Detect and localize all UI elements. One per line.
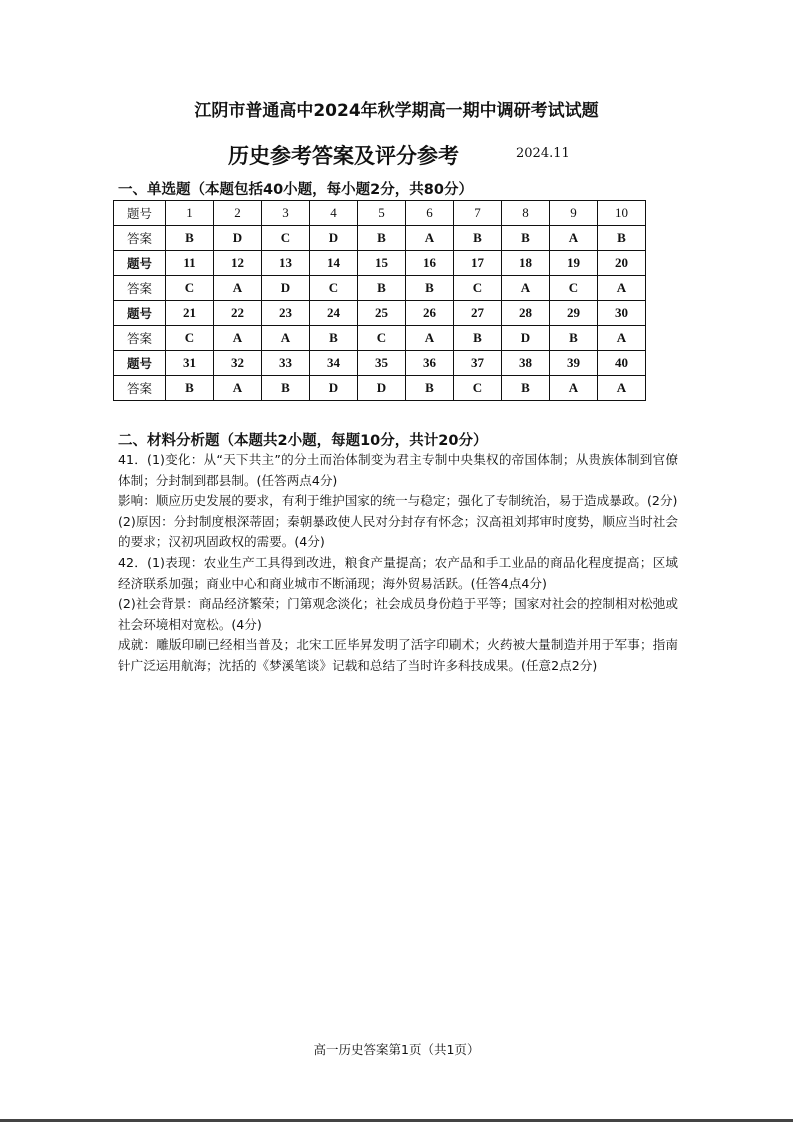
analysis-answers [118, 450, 678, 677]
q42-part2-background: (2)社会背景：商品经济繁荣；门第观念淡化；社会成员身份趋于平等；国家对社会的控制相对松弛或社会环境相对宽松。(4分) [118, 596, 678, 632]
answer-cell: D [262, 276, 310, 301]
answer-cell: B [358, 226, 406, 251]
question-number-cell: 31 [166, 351, 214, 376]
row-label-answer: 答案 [114, 276, 166, 301]
answer-cell: A [406, 226, 454, 251]
question-number-cell: 33 [262, 351, 310, 376]
row-label-number: 题号 [114, 351, 166, 376]
answer-row [114, 376, 646, 401]
q42-part1-performance: 42．(1)表现：农业生产工具得到改进，粮食产量提高；农产品和手工业品的商品化程度提高；区域经济联系加强；商业中心和商业城市不断涌现；海外贸易活跃。(任答4点4分) [118, 554, 678, 591]
answer-cell: A [598, 276, 646, 301]
q41-part1-change: 41．(1)变化：从“天下共主”的分土而治体制变为君主专制中央集权的帝国体制；从贵族体制到官僚体制；分封制到郡县制。(任答两点4分) [118, 452, 678, 488]
question-number-cell: 13 [262, 251, 310, 276]
question-number-cell: 5 [358, 201, 406, 226]
question-number-row [114, 201, 646, 226]
question-number-cell: 21 [166, 301, 214, 326]
row-label-answer: 答案 [114, 326, 166, 351]
question-number-cell: 2 [214, 201, 262, 226]
answer-cell: C [166, 276, 214, 301]
answer-cell: A [406, 326, 454, 351]
question-number-cell: 24 [310, 301, 358, 326]
question-number-cell: 34 [310, 351, 358, 376]
question-number-cell: 23 [262, 301, 310, 326]
question-number-cell: 32 [214, 351, 262, 376]
answer-cell: A [214, 276, 262, 301]
answer-cell: B [502, 226, 550, 251]
q41-part2-reason: (2)原因：分封制度根深蒂固；秦朝暴政使人民对分封存有怀念；汉高祖刘邦审时度势，顺应当时社会的要求；汉初巩固政权的需要。(4分) [118, 513, 678, 550]
question-number-row [114, 251, 646, 276]
answer-cell: C [166, 326, 214, 351]
answer-cell: B [406, 376, 454, 401]
answer-cell: A [214, 326, 262, 351]
question-number-cell: 7 [454, 201, 502, 226]
answer-cell: B [454, 326, 502, 351]
answer-cell: D [214, 226, 262, 251]
answer-cell: D [358, 376, 406, 401]
section2-heading: 二、材料分析题（本题共2小题，每题10分，共计20分） [118, 433, 488, 449]
question-number-cell: 20 [598, 251, 646, 276]
answer-cell: C [310, 276, 358, 301]
question-number-cell: 1 [166, 201, 214, 226]
question-number-cell: 15 [358, 251, 406, 276]
answer-cell: A [598, 326, 646, 351]
answer-cell: B [550, 326, 598, 351]
question-number-cell: 10 [598, 201, 646, 226]
answer-cell: B [598, 226, 646, 251]
row-label-number: 题号 [114, 251, 166, 276]
answer-cell: D [310, 226, 358, 251]
answer-cell: B [454, 226, 502, 251]
answer-cell: C [454, 376, 502, 401]
q42-part2-achievements: 成就：雕版印刷已经相当普及；北宋工匠毕昇发明了活字印刷术；火药被大量制造并用于军事；指南针广泛运用航海；沈括的《梦溪笔谈》记载和总结了当时许多科技成果。(任意2点2分) [118, 637, 678, 673]
answer-cell: C [262, 226, 310, 251]
question-number-cell: 26 [406, 301, 454, 326]
question-number-cell: 40 [598, 351, 646, 376]
question-number-cell: 30 [598, 301, 646, 326]
answer-cell: D [502, 326, 550, 351]
question-number-cell: 4 [310, 201, 358, 226]
answer-row [114, 326, 646, 351]
answer-cell: A [598, 376, 646, 401]
q41-part1-impact: 影响：顺应历史发展的要求，有利于维护国家的统一与稳定；强化了专制统治，易于造成暴政。(2分) [118, 493, 678, 509]
answer-cell: A [550, 376, 598, 401]
row-label-answer: 答案 [114, 376, 166, 401]
answer-cell: C [454, 276, 502, 301]
page-footer: 高一历史答案第1页（共1页） [313, 1042, 480, 1057]
answer-cell: A [262, 326, 310, 351]
question-number-cell: 37 [454, 351, 502, 376]
question-number-cell: 14 [310, 251, 358, 276]
question-number-cell: 9 [550, 201, 598, 226]
question-number-cell: 35 [358, 351, 406, 376]
answer-cell: B [406, 276, 454, 301]
question-number-cell: 27 [454, 301, 502, 326]
row-label-number: 题号 [114, 301, 166, 326]
answer-cell: C [358, 326, 406, 351]
question-number-cell: 22 [214, 301, 262, 326]
row-label-number: 题号 [114, 201, 166, 226]
question-number-cell: 16 [406, 251, 454, 276]
answer-cell: A [502, 276, 550, 301]
answer-cell: B [502, 376, 550, 401]
question-number-cell: 36 [406, 351, 454, 376]
question-number-cell: 25 [358, 301, 406, 326]
answer-row [114, 276, 646, 301]
answer-cell: B [262, 376, 310, 401]
answer-cell: B [310, 326, 358, 351]
question-number-cell: 11 [166, 251, 214, 276]
question-number-row [114, 301, 646, 326]
question-number-cell: 6 [406, 201, 454, 226]
answer-cell: D [310, 376, 358, 401]
question-number-cell: 3 [262, 201, 310, 226]
exam-date: 2024.11 [516, 146, 570, 161]
question-number-cell: 39 [550, 351, 598, 376]
question-number-cell: 18 [502, 251, 550, 276]
question-number-cell: 19 [550, 251, 598, 276]
exam-title: 江阴市普通高中2024年秋学期高一期中调研考试试题 [194, 101, 599, 121]
answer-table [113, 200, 646, 401]
answer-cell: A [550, 226, 598, 251]
answer-key-title: 历史参考答案及评分参考 [228, 144, 459, 168]
section1-heading: 一、单选题（本题包括40小题，每小题2分，共80分） [118, 182, 473, 198]
question-number-cell: 29 [550, 301, 598, 326]
answer-cell: C [550, 276, 598, 301]
row-label-answer: 答案 [114, 226, 166, 251]
answer-cell: A [214, 376, 262, 401]
answer-cell: B [358, 276, 406, 301]
answer-row [114, 226, 646, 251]
question-number-cell: 12 [214, 251, 262, 276]
question-number-cell: 38 [502, 351, 550, 376]
question-number-row [114, 351, 646, 376]
answer-cell: B [166, 226, 214, 251]
question-number-cell: 17 [454, 251, 502, 276]
question-number-cell: 28 [502, 301, 550, 326]
question-number-cell: 8 [502, 201, 550, 226]
answer-cell: B [166, 376, 214, 401]
